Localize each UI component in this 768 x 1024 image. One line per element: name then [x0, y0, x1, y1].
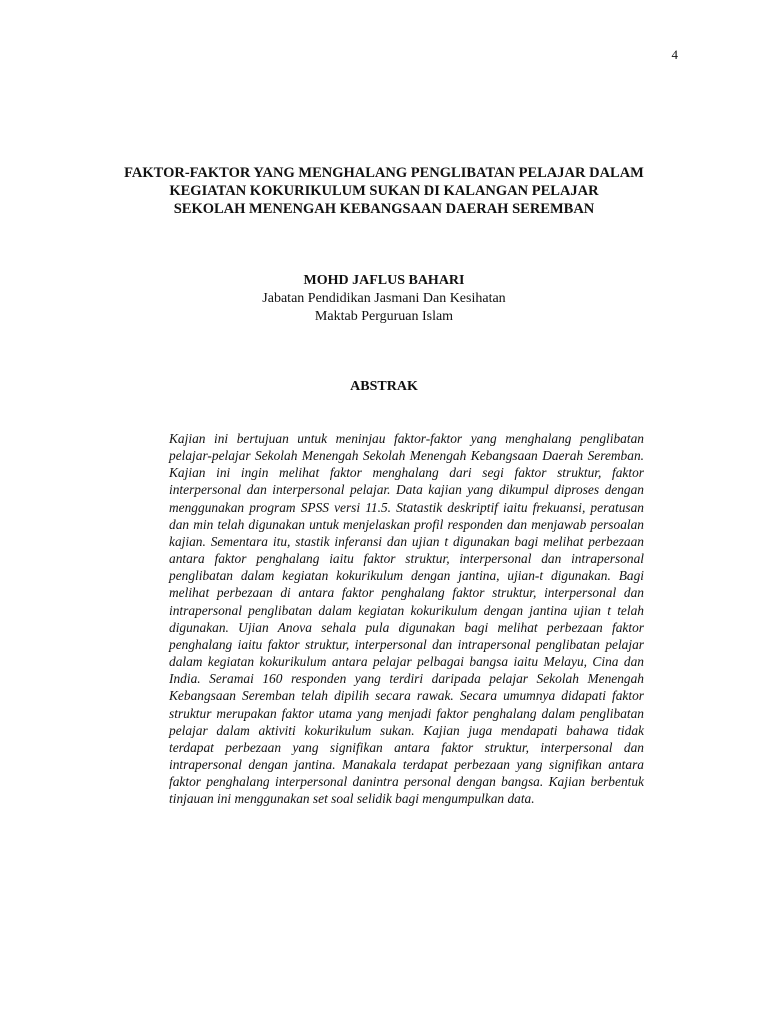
- author-institution: Maktab Perguruan Islam: [314, 309, 454, 324]
- abstract-body: Kajian ini bertujuan untuk meninjau faktor-faktor yang menghalang penglibatan pelajar-pelajar Sekolah Menengah Sekolah Menengah Kebangsaan Daerah Seremban. Kajian ini ingin melihat faktor menghalang dari segi faktor struktur, faktor interpersonal dan interpersonal pelajar. Data kajian yang dikumpul diproses dengan menggunakan program SPSS versi 11.5. Statastik deskriptif iaitu frekuansi, peratusan dan min telah digunakan untuk menjelaskan profil responden dan menjawab persoalan kajian. Sementara itu, stastik inferansi dan ujian t digunakan bagi melihat perbezaan antara faktor penghalang iaitu faktor struktur, interpersonal dan intrapersonal penglibatan dalam kegiatan kokurikulum dengan jantina, ujian-t digunakan. Bagi melihat perbezaan di antara faktor penghalang faktor struktur, interpersonal dan intrapersonal penglibatan dalam kegiatan kokurikulum dengan jantina ujian t telah digunakan. Ujian Anova sehala pula digunakan bagi melihat perbezaan faktor penghalang iaitu faktor struktur, interpersonal dan intrapersonal penglibatan pelajar dalam kegiatan kokurikulum antara pelajar pelbagai bangsa iaitu Melayu, Cina dan India. Seramai 160 responden yang terdiri daripada pelajar Sekolah Menengah Kebangsaan Seremban telah dipilih secara rawak. Secara umumnya didapati faktor struktur merupakan faktor utama yang menjadi faktor penghalang dalam penglibatan pelajar dalam aktiviti kokurikulum sukan. Kajian juga mendapati bahawa tidak terdapat perbezaan yang signifikan antara faktor struktur, interpersonal dan intrapersonal dengan jantina. Manakala terdapat perbezaan yang signifikan antara faktor penghalang interpersonal danintra personal dengan bangsa. Kajian berbentuk tinjauan ini menggunakan set soal selidik bagi mengumpulkan data.: [169, 431, 644, 807]
- author-name: MOHD JAFLUS BAHARI: [303, 273, 465, 288]
- page-number: 4: [671, 47, 678, 62]
- author-department: Jabatan Pendidikan Jasmani Dan Kesihatan: [262, 291, 506, 306]
- title-line-1: FAKTOR-FAKTOR YANG MENGHALANG PENGLIBATAN PELAJAR DALAM: [124, 165, 644, 181]
- title-line-2: KEGIATAN KOKURIKULUM SUKAN DI KALANGAN PELAJAR: [169, 183, 599, 199]
- title-line-3: SEKOLAH MENENGAH KEBANGSAAN DAERAH SEREMBAN: [173, 201, 595, 217]
- author-block: [0, 272, 768, 326]
- abstract-heading: ABSTRAK: [350, 379, 418, 394]
- paper-title: [0, 164, 768, 218]
